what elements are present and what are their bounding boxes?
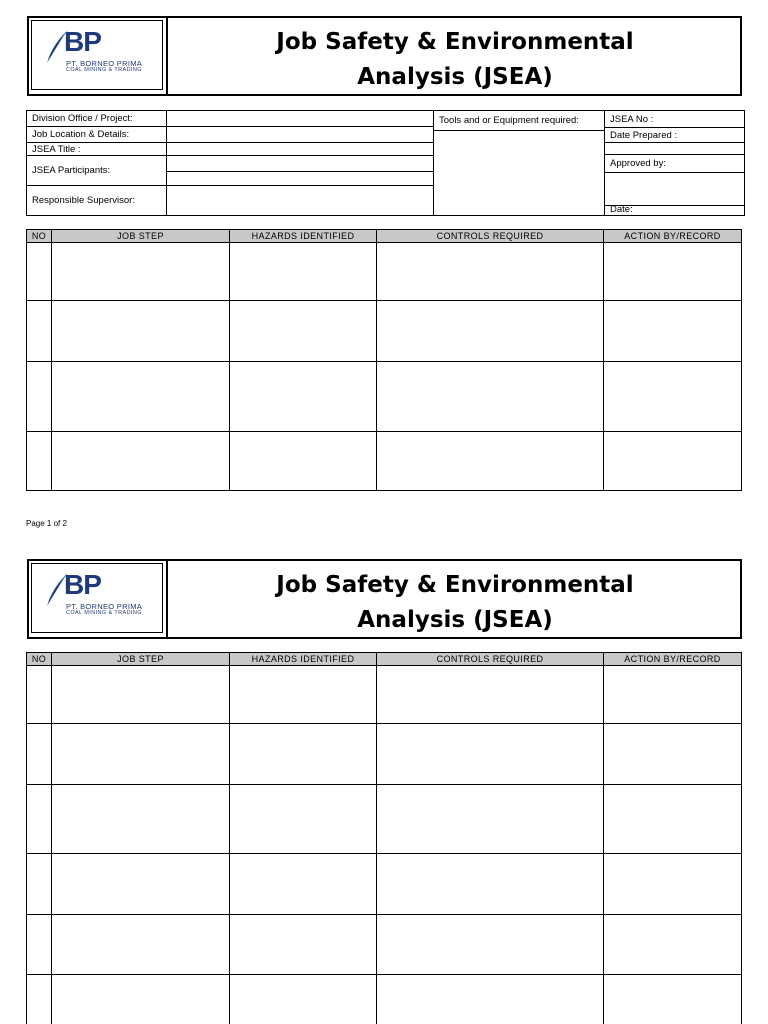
tools-label: Tools and or Equipment required: [433, 110, 605, 131]
table-cell[interactable] [229, 723, 377, 785]
jsea-title-label: JSEA Title : [26, 142, 167, 156]
table-cell[interactable] [229, 914, 377, 975]
table-cell[interactable] [376, 242, 604, 301]
table-cell[interactable] [229, 853, 377, 915]
page-title-line2: Analysis (JSEA) [357, 64, 553, 90]
table-cell[interactable] [51, 300, 230, 362]
col-header-action: ACTION BY/RECORD [603, 229, 742, 243]
table-cell[interactable] [603, 665, 742, 724]
job-location-field[interactable] [166, 126, 434, 143]
col-header-no: NO [26, 652, 52, 666]
logo-company: PT. BORNEO PRIMA [66, 59, 143, 68]
table-cell[interactable] [229, 665, 377, 724]
table-cell[interactable] [376, 853, 604, 915]
table-cell[interactable] [376, 974, 604, 1024]
col-header-action: ACTION BY/RECORD [603, 652, 742, 666]
table-cell[interactable] [603, 431, 742, 491]
division-label: Division Office / Project: [26, 110, 167, 127]
date-label: Date: [604, 205, 745, 216]
participants-field-1[interactable] [166, 155, 434, 172]
table-cell[interactable] [51, 853, 230, 915]
logo [31, 20, 163, 90]
col-header-job-step: JOB STEP [51, 652, 230, 666]
logo-tagline: COAL MINING & TRADING [66, 67, 142, 73]
approved-by-label: Approved by: [604, 154, 745, 173]
table-cell[interactable] [51, 431, 230, 491]
supervisor-label: Responsible Supervisor: [26, 185, 167, 216]
col-header-job-step: JOB STEP [51, 229, 230, 243]
logo-company: PT. BORNEO PRIMA [66, 602, 143, 611]
tools-field[interactable] [433, 130, 605, 216]
table-cell[interactable] [51, 723, 230, 785]
supervisor-field[interactable] [166, 185, 434, 216]
col-header-controls: CONTROLS REQUIRED [376, 652, 604, 666]
col-header-no: NO [26, 229, 52, 243]
table-cell[interactable] [603, 723, 742, 785]
table-cell[interactable] [51, 361, 230, 432]
table-cell[interactable] [229, 242, 377, 301]
division-field[interactable] [166, 110, 434, 127]
table-cell[interactable] [376, 361, 604, 432]
page1-header [27, 16, 742, 96]
col-header-hazards: HAZARDS IDENTIFIED [229, 229, 377, 243]
table-cell[interactable] [603, 361, 742, 432]
table-cell[interactable] [51, 784, 230, 854]
table-cell[interactable] [26, 853, 52, 915]
col-header-hazards: HAZARDS IDENTIFIED [229, 652, 377, 666]
table-cell[interactable] [26, 300, 52, 362]
table-cell[interactable] [229, 300, 377, 362]
page-title-line1: Job Safety & Environmental [276, 572, 634, 598]
table-cell[interactable] [603, 300, 742, 362]
jsea-no-label: JSEA No : [604, 110, 745, 128]
table-cell[interactable] [229, 784, 377, 854]
jsea-title-field[interactable] [166, 142, 434, 156]
logo [31, 563, 163, 633]
table-cell[interactable] [603, 974, 742, 1024]
table-cell[interactable] [229, 431, 377, 491]
page-number: Page 1 of 2 [26, 519, 67, 528]
table-cell[interactable] [26, 242, 52, 301]
table-cell[interactable] [376, 300, 604, 362]
table-cell[interactable] [26, 665, 52, 724]
col-header-controls: CONTROLS REQUIRED [376, 229, 604, 243]
page2-header [27, 559, 742, 639]
table-cell[interactable] [376, 431, 604, 491]
date-prepared-label: Date Prepared : [604, 127, 745, 143]
logo-text: BP [64, 569, 101, 600]
page-title-line1: Job Safety & Environmental [276, 29, 634, 55]
logo-cell [29, 18, 168, 94]
page-title-line2: Analysis (JSEA) [357, 607, 553, 633]
participants-field-2[interactable] [166, 171, 434, 186]
table-cell[interactable] [376, 914, 604, 975]
table-cell[interactable] [603, 914, 742, 975]
table-cell[interactable] [229, 361, 377, 432]
table-cell[interactable] [51, 974, 230, 1024]
table-cell[interactable] [51, 665, 230, 724]
table-cell[interactable] [229, 974, 377, 1024]
table-cell[interactable] [26, 914, 52, 975]
table-cell[interactable] [26, 723, 52, 785]
logo-cell [29, 561, 168, 637]
table-cell[interactable] [376, 723, 604, 785]
table-cell[interactable] [51, 242, 230, 301]
table-cell[interactable] [603, 784, 742, 854]
table-cell[interactable] [603, 242, 742, 301]
participants-label: JSEA Participants: [26, 155, 167, 186]
table-cell[interactable] [26, 361, 52, 432]
table-cell[interactable] [603, 853, 742, 915]
table-cell[interactable] [26, 431, 52, 491]
table-cell[interactable] [376, 665, 604, 724]
approved-by-field[interactable] [604, 172, 745, 206]
logo-text: BP [64, 26, 101, 57]
table-cell[interactable] [26, 784, 52, 854]
table-cell[interactable] [26, 974, 52, 1024]
job-location-label: Job Location & Details: [26, 126, 167, 143]
logo-tagline: COAL MINING & TRADING [66, 610, 142, 616]
table-cell[interactable] [51, 914, 230, 975]
table-cell[interactable] [376, 784, 604, 854]
